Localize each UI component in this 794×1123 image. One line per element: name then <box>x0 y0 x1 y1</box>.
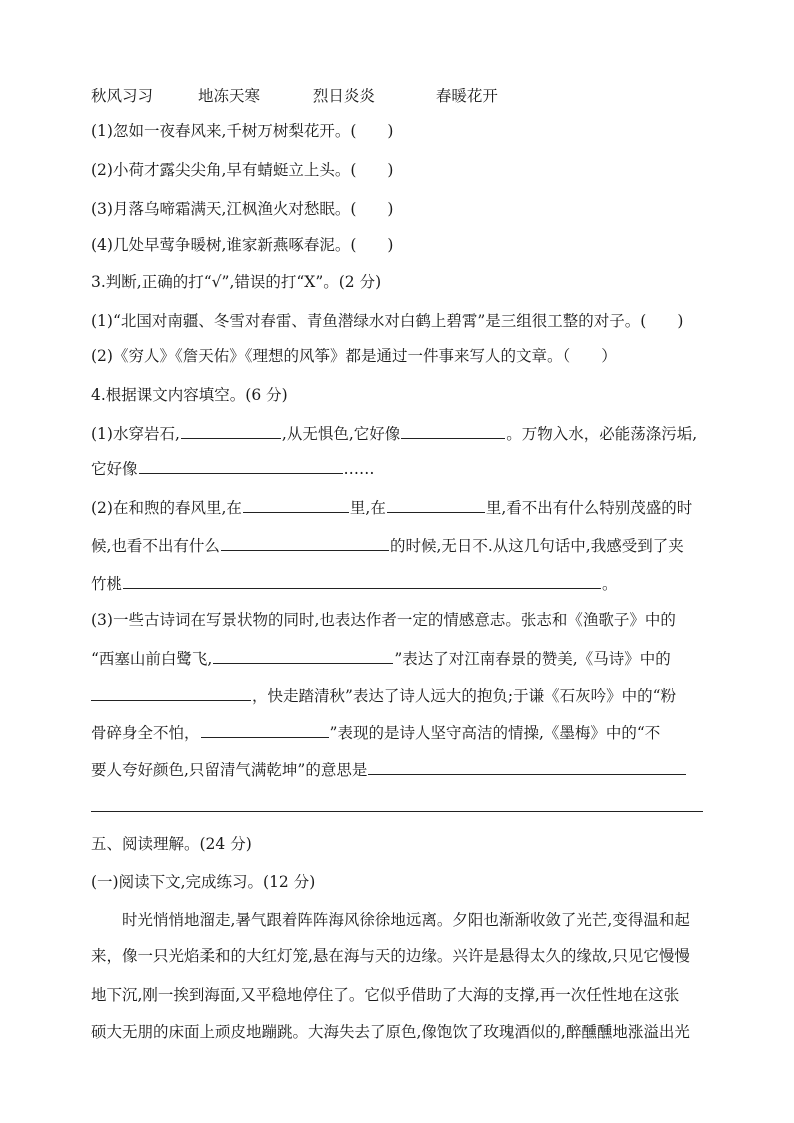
question-3-title: 3.判断,正确的打“√”,错误的打“X”。(2 分) <box>91 273 382 291</box>
answer-line[interactable] <box>91 811 703 812</box>
blank-10[interactable] <box>201 722 329 738</box>
blank-1[interactable] <box>181 423 281 439</box>
section-5-title: 五、阅读理解。(24 分) <box>91 835 252 853</box>
q4-part2-line3: 竹桃 。 <box>91 575 618 593</box>
blank-7[interactable] <box>123 573 601 589</box>
q4-part3-line2: “西塞山前白鹭飞, ”表达了对江南春景的赞美,《马诗》中的 <box>91 650 671 668</box>
q4-part3-line5: 要人夸好颜色,只留清气满乾坤”的意思是 <box>91 759 687 780</box>
poem-item-4: (4)几处早莺争暖树,谁家新燕啄春泥。( ) <box>91 236 394 254</box>
word-option-1: 秋风习习 <box>91 87 154 105</box>
word-options <box>91 86 498 106</box>
passage-line-4: 硕大无朋的床面上顽皮地蹦跳。大海失去了原色,像饱饮了玫瑰酒似的,醉醺醺地涨溢出光 <box>91 1023 690 1041</box>
blank-11[interactable] <box>368 759 686 775</box>
q4-part3-line1: (3)一些古诗词在写景状物的同时,也表达作者一定的情感意志。张志和《渔歌子》中的 <box>91 611 676 629</box>
blank-9[interactable] <box>91 685 251 701</box>
poem-item-3: (3)月落乌啼霜满天,江枫渔火对愁眠。( ) <box>91 200 394 218</box>
blank-5[interactable] <box>387 497 485 513</box>
question-3-item-1: (1)“北国对南疆、冬雪对春雷、青鱼潜绿水对白鹤上碧霄”是三组很工整的对子。( ) <box>91 312 684 330</box>
blank-8[interactable] <box>213 648 393 664</box>
q4-part1-line1: (1)水穿岩石, ,从无惧色,它好像 。万物入水，必能荡涤污垢, <box>91 425 698 443</box>
word-option-4: 春暖花开 <box>435 87 498 105</box>
passage-line-2: 来，像一只光焰柔和的大红灯笼,悬在海与天的边缘。兴许是悬得太久的缘故,只见它慢慢 <box>91 947 690 965</box>
q4-part1-line2: 它好像 …… <box>91 460 375 478</box>
question-3-item-2: (2)《穷人》《詹天佑》《理想的风筝》都是通过一件事来写人的文章。（ ） <box>91 347 617 365</box>
word-option-2: 地冻天寒 <box>197 87 260 105</box>
blank-6[interactable] <box>221 535 389 551</box>
word-option-3: 烈日炎炎 <box>312 87 375 105</box>
poem-item-2: (2)小荷才露尖尖角,早有蜻蜓立上头。( ) <box>91 161 394 179</box>
q4-part3-line4: 骨碎身全不怕， ”表现的是诗人坚守高洁的情操,《墨梅》中的“不 <box>91 724 661 742</box>
q4-part2-line2: 候,也看不出有什么 的时候,无日不.从这几句话中,我感受到了夹 <box>91 537 684 555</box>
question-4-title: 4.根据课文内容填空。(6 分) <box>91 386 288 404</box>
q4-part3-line3: ，快走踏清秋”表达了诗人远大的抱负;于谦《石灰吟》中的“粉 <box>91 685 676 706</box>
blank-3[interactable] <box>139 458 343 474</box>
passage-line-1: 时光悄悄地溜走,暑气跟着阵阵海风徐徐地远离。夕阳也渐渐收敛了光芒,变得温和起 <box>91 911 690 929</box>
poem-item-1: (1)忽如一夜春风来,千树万树梨花开。( ) <box>91 122 394 140</box>
passage-line-3: 地下沉,刚一挨到海面,又平稳地停住了。它似乎借助了大海的支撑,再一次任性地在这张 <box>91 986 680 1004</box>
blank-4[interactable] <box>243 497 349 513</box>
blank-2[interactable] <box>401 423 505 439</box>
q4-part2-line1: (2)在和煦的春风里,在 里,在 里,看不出有什么特别茂盛的时 <box>91 499 693 517</box>
section-5-subtitle: (一)阅读下文,完成练习。(12 分) <box>91 873 316 891</box>
